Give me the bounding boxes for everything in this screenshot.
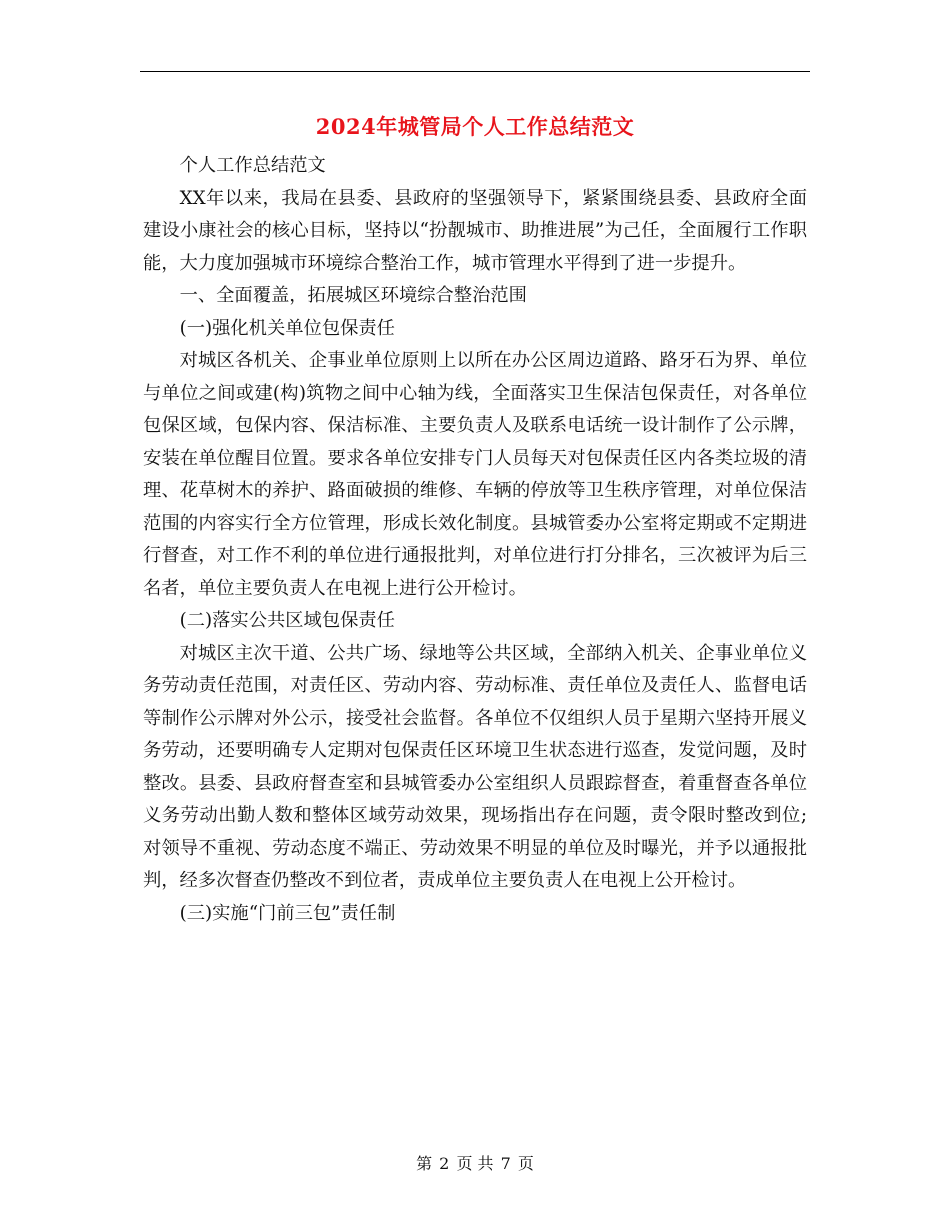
current-page-number: 2 — [439, 1154, 450, 1173]
paragraph-body-2: 对城区主次干道、公共广场、绿地等公共区域，全部纳入机关、企事业单位义务劳动责任范围，对责任区、劳动内容、劳动标准、责任单位及责任人、监督电话等制作公示牌对外公示，接受社会监督。各单位不仅组织人员于星期六坚持开展义务劳动，还要明确专人定期对包保责任区环境卫生状态进行巡查，发觉问题，及时整改。县委、县政府督查室和县城管委办公室组织人员跟踪督查，着重督查各单位义务劳动出勤人数和整体区域劳动效果，现场指出存在问题，责令限时整改到位;对领导不重视、劳动态度不端正、劳动效果不明显的单位及时曝光，并予以通报批判，经多次督查仍整改不到位者，责成单位主要负责人在电视上公开检讨。 — [143, 642, 807, 891]
paragraph-subtitle: 个人工作总结范文 — [179, 155, 326, 176]
total-pages-number: 7 — [500, 1154, 511, 1173]
footer-middle: 页 共 — [456, 1154, 494, 1173]
subsection-heading-1: (一)强化机关单位包保责任 — [179, 317, 395, 339]
page-footer — [0, 1152, 950, 1176]
subsection-heading-2: (二)落实公共区域包保责任 — [179, 610, 395, 631]
footer-prefix: 第 — [416, 1154, 433, 1173]
header-rule — [140, 71, 810, 72]
subsection-heading-3: (三)实施“门前三包”责任制 — [179, 902, 396, 924]
document-title: 2024年城管局个人工作总结范文 — [315, 114, 635, 139]
paragraph-intro: XX年以来，我局在县委、县政府的坚强领导下，紧紧围绕县委、县政府全面建设小康社会的核心目标，坚持以“扮靓城市、助推进展”为己任，全面履行工作职能，大力度加强城市环境综合整治工作，城市管理水平得到了进一步提升。 — [143, 187, 807, 274]
section-heading-1: 一、全面覆盖，拓展城区环境综合整治范围 — [179, 285, 527, 306]
footer-suffix: 页 — [517, 1154, 534, 1173]
document-body — [143, 150, 807, 930]
paragraph-body-1: 对城区各机关、企事业单位原则上以所在办公区周边道路、路牙石为界、单位与单位之间或建(构)筑物之间中心轴为线，全面落实卫生保洁包保责任，对各单位包保区域，包保内容、保洁标准、主要负责人及联系电话统一设计制作了公示牌，安装在单位醒目位置。要求各单位安排专门人员每天对包保责任区内各类垃圾的清理、花草树木的养护、路面破损的维修、车辆的停放等卫生秩序管理，对单位保洁范围的内容实行全方位管理，形成长效化制度。县城管委办公室将定期或不定期进行督查，对工作不利的单位进行通报批判，对单位进行打分排名，三次被评为后三名者，单位主要负责人在电视上进行公开检讨。 — [143, 350, 807, 599]
